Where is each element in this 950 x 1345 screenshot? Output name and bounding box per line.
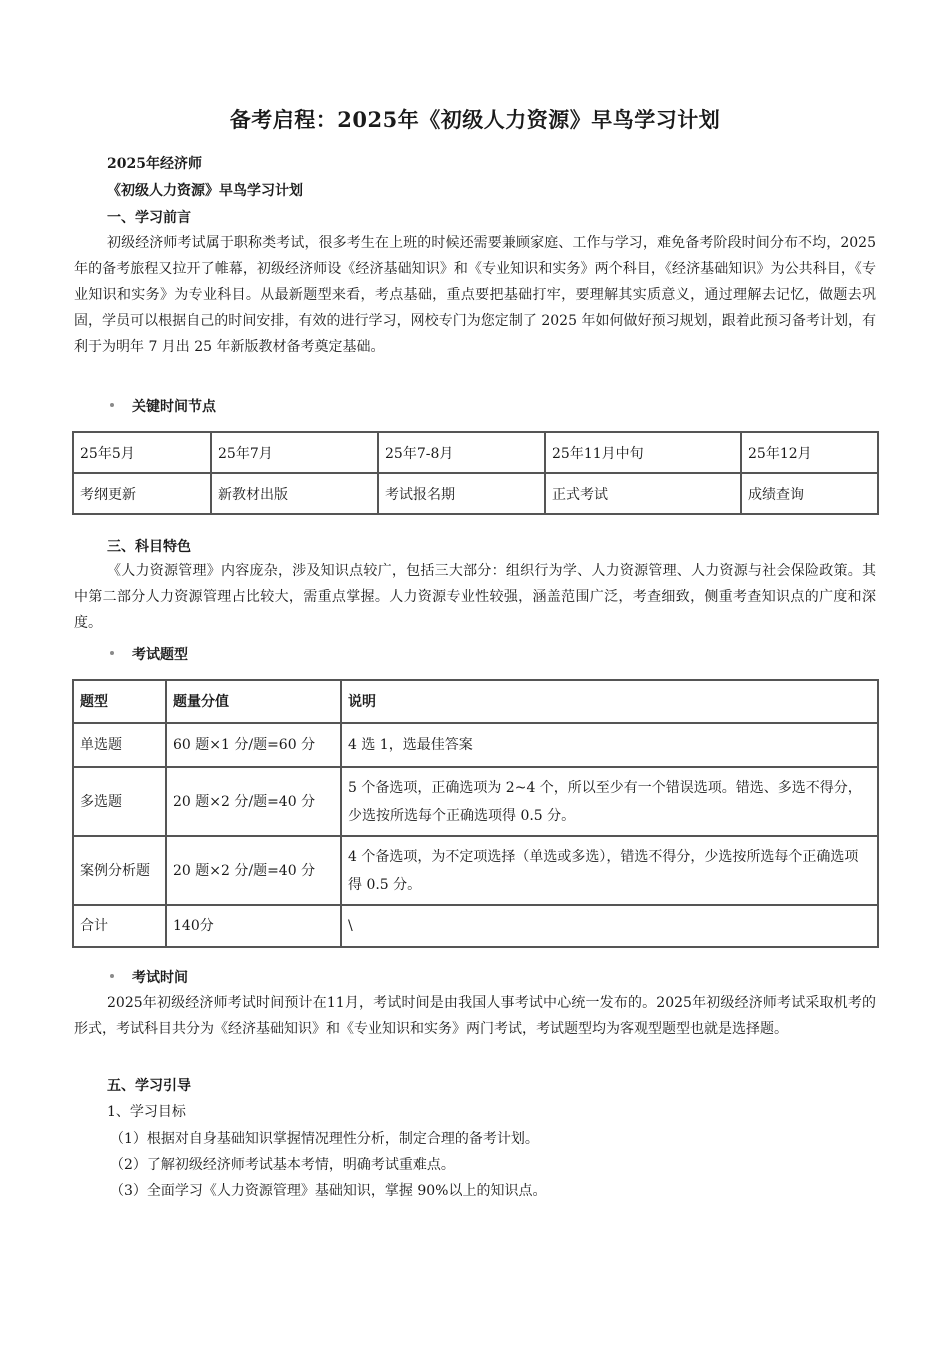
section-heading-guide: 五、学习引导 [107, 1078, 191, 1094]
exam-types-heading-text: 考试题型 [132, 647, 188, 663]
score-cell: 20 题×2 分/题=40 分 [166, 836, 341, 905]
learning-goal-subheading: 1、学习目标 [107, 1104, 186, 1120]
timeline-event-cell: 成绩查询 [741, 473, 878, 514]
exam-time-heading-text: 考试时间 [132, 970, 188, 986]
preface-paragraph: 初级经济师考试属于职称类考试，很多考生在上班的时候还需要兼顾家庭、工作与学习，难免备考阶段时间分布不均，2025年的备考旅程又拉开了帷幕，初级经济师设《经济基础知识》和《专业知识和实务》两个科目，《经济基础知识》为公共科目，《专业知识和实务》为专业科目。从最新题型来看，考点基础，重点要把基础打牢，要理解其实质意义，通过理解去记忆，做题去巩固，学员可以根据自己的时间安排，有效的进行学习，网校专门为您定制了 2025 年如何做好预习规划，跟着此预习备考计划，有利于为明年 7 月出 25 年新版教材备考奠定基础。 [74, 235, 876, 355]
header-cell-description: 说明 [341, 680, 878, 723]
bullet-dot-icon [110, 403, 114, 407]
table-header-row [73, 680, 878, 723]
timeline-event-cell: 正式考试 [545, 473, 741, 514]
exam-time-heading [110, 967, 188, 987]
page-title: 备考启程：2025年《初级人力资源》早鸟学习计划 [229, 107, 721, 132]
timeline-event-cell: 新教材出版 [211, 473, 378, 514]
table-row [73, 432, 878, 473]
timeline-heading-text: 关键时间节点 [132, 399, 216, 415]
score-cell: 140分 [166, 905, 341, 947]
table-row [73, 767, 878, 836]
exam-types-heading [110, 644, 188, 664]
score-cell: 60 题×1 分/题=60 分 [166, 723, 341, 767]
type-cell: 案例分析题 [73, 836, 166, 905]
learning-goal-item: （1）根据对自身基础知识掌握情况理性分析，制定合理的备考计划。 [110, 1131, 539, 1147]
timeline-date-cell: 25年7-8月 [378, 432, 545, 473]
timeline-event-cell: 考纲更新 [73, 473, 211, 514]
table-row [73, 723, 878, 767]
table-row [73, 473, 878, 514]
timeline-event-cell: 考试报名期 [378, 473, 545, 514]
section-heading-features: 三、科目特色 [107, 539, 191, 555]
description-cell: 5 个备选项，正确选项为 2~4 个，所以至少有一个错误选项。错选、多选不得分，少选按所选每个正确选项得 0.5 分。 [341, 767, 878, 836]
timeline-date-cell: 25年12月 [741, 432, 878, 473]
table-row [73, 905, 878, 947]
header-cell-type: 题型 [73, 680, 166, 723]
timeline-date-cell: 25年5月 [73, 432, 211, 473]
features-paragraph: 《人力资源管理》内容庞杂，涉及知识点较广，包括三大部分：组织行为学、人力资源管理、人力资源与社会保险政策。其中第二部分人力资源管理占比较大，需重点掌握。人力资源专业性较强，涵盖范围广泛，考查细致，侧重考查知识点的广度和深度。 [74, 563, 876, 631]
bullet-dot-icon [110, 651, 114, 655]
header-cell-score: 题量分值 [166, 680, 341, 723]
subtitle-year: 2025年经济师 [107, 156, 202, 172]
section-heading-preface: 一、学习前言 [107, 210, 191, 226]
learning-goal-item: （3）全面学习《人力资源管理》基础知识，掌握 90%以上的知识点。 [110, 1183, 547, 1199]
learning-goal-item: （2）了解初级经济师考试基本考情，明确考试重难点。 [110, 1157, 455, 1173]
description-cell: 4 选 1，选最佳答案 [341, 723, 878, 767]
subtitle-plan: 《初级人力资源》早鸟学习计划 [107, 183, 303, 199]
bullet-dot-icon [110, 974, 114, 978]
timeline-date-cell: 25年11月中旬 [545, 432, 741, 473]
timeline-heading [110, 396, 216, 416]
type-cell: 单选题 [73, 723, 166, 767]
table-row [73, 836, 878, 905]
exam-types-table [72, 679, 879, 948]
timeline-table [72, 431, 879, 515]
type-cell: 多选题 [73, 767, 166, 836]
description-cell: 4 个备选项，为不定项选择（单选或多选），错选不得分，少选按所选每个正确选项得 0.5 分。 [341, 836, 878, 905]
timeline-date-cell: 25年7月 [211, 432, 378, 473]
score-cell: 20 题×2 分/题=40 分 [166, 767, 341, 836]
exam-time-paragraph: 2025年初级经济师考试时间预计在11月，考试时间是由我国人事考试中心统一发布的。2025年初级经济师考试采取机考的形式，考试科目共分为《经济基础知识》和《专业知识和实务》两门考试，考试题型均为客观型题型也就是选择题。 [74, 995, 876, 1037]
description-cell: \ [341, 905, 878, 947]
type-cell: 合计 [73, 905, 166, 947]
